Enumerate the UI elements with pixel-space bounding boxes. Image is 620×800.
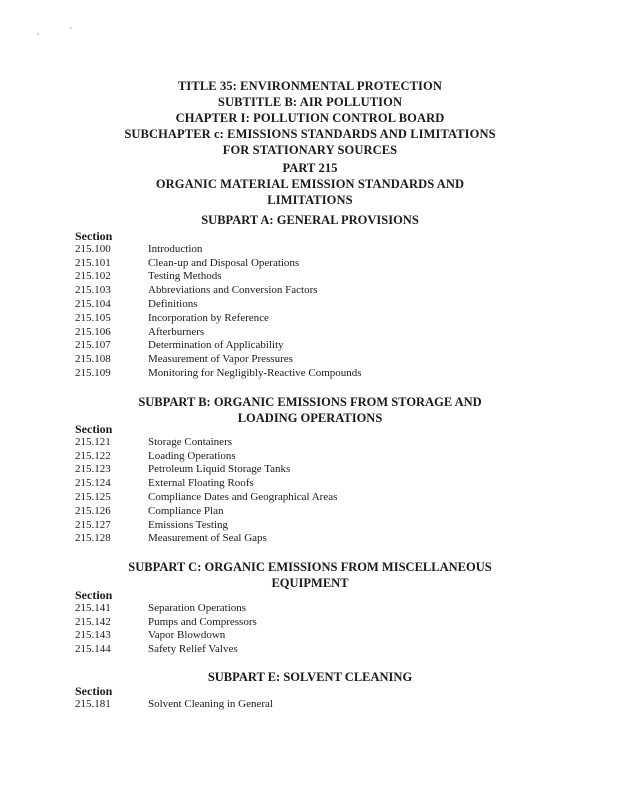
- section-number: 215.101: [75, 256, 111, 269]
- toc-row: [75, 629, 575, 643]
- part-title-line-cont: LIMITATIONS: [267, 193, 353, 207]
- section-number: 215.124: [75, 477, 111, 490]
- section-number: 215.102: [75, 270, 111, 283]
- section-number: 215.141: [75, 601, 111, 614]
- section-label: Section: [75, 422, 113, 436]
- section-title: Introduction: [148, 242, 203, 255]
- scan-speck: [70, 27, 72, 29]
- part-line: PART 215: [282, 161, 338, 175]
- toc-row: [75, 325, 575, 339]
- section-title: Testing Methods: [148, 270, 222, 283]
- section-label: Section: [75, 684, 113, 698]
- section-title: Compliance Dates and Geographical Areas: [148, 491, 338, 504]
- section-label: Section: [75, 588, 113, 602]
- section-number: 215.104: [75, 298, 111, 311]
- toc-row: [75, 297, 575, 311]
- toc-row: [75, 339, 575, 353]
- toc-row: [75, 435, 575, 449]
- section-title: Clean-up and Disposal Operations: [148, 256, 300, 269]
- scan-speck: [37, 33, 39, 35]
- subpart-heading-line: SUBPART E: SOLVENT CLEANING: [207, 670, 413, 684]
- toc-row: [75, 449, 575, 463]
- subchapter-line: SUBCHAPTER c: EMISSIONS STANDARDS AND LIMITATIONS: [124, 127, 496, 141]
- section-title: Determination of Applicability: [148, 339, 284, 352]
- toc-row: [75, 311, 575, 325]
- section-title: Definitions: [148, 298, 198, 311]
- section-number: 215.106: [75, 325, 111, 338]
- section-number: 215.122: [75, 449, 111, 462]
- toc-row: [75, 270, 575, 284]
- section-number: 215.142: [75, 615, 111, 628]
- section-title: Measurement of Vapor Pressures: [148, 353, 293, 366]
- section-title: External Floating Roofs: [148, 477, 254, 490]
- subpart-heading: [40, 560, 580, 591]
- section-title: Compliance Plan: [148, 504, 224, 517]
- subpart-heading-line-cont: LOADING OPERATIONS: [237, 410, 383, 425]
- toc-row: [75, 256, 575, 270]
- section-number: 215.181: [75, 697, 111, 710]
- subpart-heading: [40, 395, 580, 426]
- toc-row: [75, 642, 575, 656]
- subpart-heading-line: SUBPART A: GENERAL PROVISIONS: [201, 213, 419, 227]
- toc-row: [75, 504, 575, 518]
- part-title-line: ORGANIC MATERIAL EMISSION STANDARDS AND: [155, 177, 465, 191]
- toc-row: [75, 242, 575, 256]
- section-list: [75, 242, 575, 380]
- subtitle-line: SUBTITLE B: AIR POLLUTION: [217, 95, 403, 109]
- subpart-heading-line: SUBPART C: ORGANIC EMISSIONS FROM MISCELLANEOUS: [128, 560, 492, 574]
- toc-row: [75, 601, 575, 615]
- section-number: 215.126: [75, 504, 111, 517]
- section-title: Monitoring for Negligibly-Reactive Compounds: [148, 367, 362, 380]
- section-title: Loading Operations: [148, 449, 236, 462]
- toc-row: [75, 697, 575, 711]
- subpart-heading-line: SUBPART B: ORGANIC EMISSIONS FROM STORAGE AND: [138, 395, 482, 409]
- section-number: 215.109: [75, 367, 111, 380]
- section-number: 215.107: [75, 339, 111, 352]
- section-number: 215.121: [75, 435, 111, 448]
- section-title: Incorporation by Reference: [148, 311, 269, 324]
- subpart-heading: [40, 670, 580, 686]
- section-title: Pumps and Compressors: [148, 615, 257, 628]
- toc-row: [75, 532, 575, 546]
- section-title: Petroleum Liquid Storage Tanks: [148, 463, 291, 476]
- section-title: Abbreviations and Conversion Factors: [148, 284, 318, 297]
- toc-row: [75, 615, 575, 629]
- title-line: TITLE 35: ENVIRONMENTAL PROTECTION: [178, 79, 442, 93]
- subpart-heading: [40, 213, 580, 229]
- section-number: 215.123: [75, 463, 111, 476]
- section-number: 215.103: [75, 284, 111, 297]
- part-header: [0, 160, 620, 208]
- chapter-line: CHAPTER I: POLLUTION CONTROL BOARD: [175, 111, 445, 125]
- toc-row: [75, 366, 575, 380]
- section-number: 215.108: [75, 353, 111, 366]
- section-title: Afterburners: [148, 325, 205, 338]
- subpart-heading-line-cont: EQUIPMENT: [271, 575, 349, 590]
- toc-row: [75, 283, 575, 297]
- section-list: [75, 601, 575, 656]
- section-label: Section: [75, 229, 113, 243]
- toc-row: [75, 352, 575, 366]
- section-title: Emissions Testing: [148, 518, 229, 531]
- section-title: Measurement of Seal Gaps: [148, 532, 267, 545]
- section-number: 215.143: [75, 629, 111, 642]
- toc-row: [75, 476, 575, 490]
- section-title: Vapor Blowdown: [148, 629, 226, 642]
- toc-row: [75, 463, 575, 477]
- document-header: [0, 78, 620, 158]
- section-number: 215.128: [75, 532, 111, 545]
- section-number: 215.125: [75, 491, 111, 504]
- section-number: 215.100: [75, 242, 111, 255]
- subchapter-line-cont: FOR STATIONARY SOURCES: [222, 143, 398, 157]
- section-list: [75, 435, 575, 545]
- section-number: 215.144: [75, 643, 111, 656]
- section-title: Storage Containers: [148, 435, 233, 448]
- toc-row: [75, 490, 575, 504]
- toc-row: [75, 518, 575, 532]
- section-title: Separation Operations: [148, 601, 247, 614]
- section-title: Solvent Cleaning in General: [148, 697, 273, 710]
- section-list: [75, 697, 575, 711]
- section-number: 215.127: [75, 518, 111, 531]
- section-number: 215.105: [75, 311, 111, 324]
- section-title: Safety Relief Valves: [148, 643, 238, 656]
